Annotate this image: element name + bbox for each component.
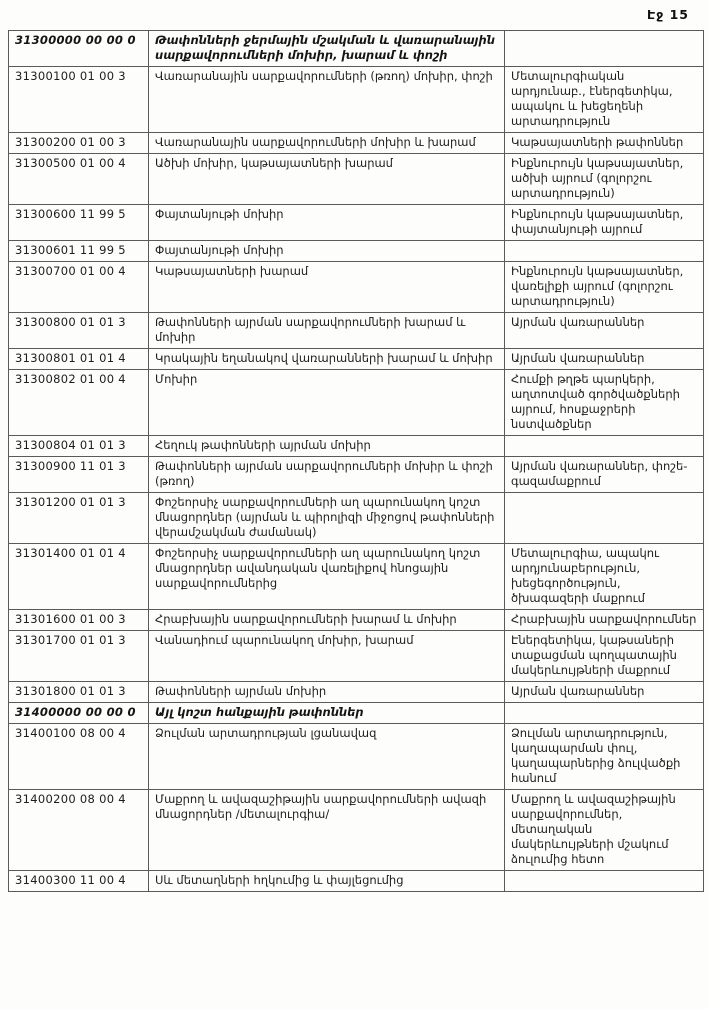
waste-description-cell: Ածխի մոխիր, կաթսայատների խարամ: [149, 154, 505, 205]
waste-source-cell: Այրման վառարաններ: [505, 682, 704, 703]
table-row: [9, 370, 704, 436]
waste-code-cell: 31300200 01 00 3: [9, 133, 149, 154]
table-body: [9, 31, 704, 892]
waste-source-cell: Այրման վառարաններ: [505, 349, 704, 370]
waste-source-cell: Ինքնուրույն կաթսայատներ, փայտանյութի այրում: [505, 205, 704, 241]
table-row: [9, 67, 704, 133]
waste-code-cell: 31300801 01 01 4: [9, 349, 149, 370]
table-row: [9, 457, 704, 493]
table-row: [9, 871, 704, 892]
waste-description-cell: Մոխիր: [149, 370, 505, 436]
waste-description-cell: Թափոնների այրման սարքավորումների մոխիր և փոշի (թռող): [149, 457, 505, 493]
waste-code-cell: 31300601 11 99 5: [9, 241, 149, 262]
waste-description-cell: Ձուլման արտադրության լցանավազ: [149, 724, 505, 790]
waste-description-cell: Կրակային եղանակով վառարանների խարամ և մոխիր: [149, 349, 505, 370]
waste-code-cell: 31300600 11 99 5: [9, 205, 149, 241]
waste-source-cell: Մետալուրգիական արդյունաբ., էներգետիկա, ապակու և խեցեղենի արտադրություն: [505, 67, 704, 133]
waste-code-cell: 31400300 11 00 4: [9, 871, 149, 892]
waste-description-cell: Այլ կոշտ հանքային թափոններ: [149, 703, 505, 724]
table-row: [9, 262, 704, 313]
waste-code-cell: 31400000 00 00 0: [9, 703, 149, 724]
waste-code-cell: 31400200 08 00 4: [9, 790, 149, 871]
waste-source-cell: Ձուլման արտադրություն, կաղապարման փուլ, կաղապարներից ձուլվածքի հանում: [505, 724, 704, 790]
waste-source-cell: Ինքնուրույն կաթսայատներ, վառելիքի այրում (գոլորշու արտադրություն): [505, 262, 704, 313]
waste-source-cell: Հումքի թղթե պարկերի, աղտոտված գործվածքների այրում, հոսքաջրերի նստվածքներ: [505, 370, 704, 436]
table-row: [9, 349, 704, 370]
waste-code-cell: 31301800 01 01 3: [9, 682, 149, 703]
waste-code-cell: 31301600 01 00 3: [9, 610, 149, 631]
table-row: [9, 313, 704, 349]
waste-code-cell: 31300500 01 00 4: [9, 154, 149, 205]
waste-code-cell: 31300800 01 01 3: [9, 313, 149, 349]
table-row: [9, 703, 704, 724]
waste-source-cell: [505, 703, 704, 724]
table-row: [9, 682, 704, 703]
waste-description-cell: Թափոնների այրման մոխիր: [149, 682, 505, 703]
table-row: [9, 31, 704, 67]
table-row: [9, 133, 704, 154]
waste-description-cell: Թափոնների այրման սարքավորումների խարամ և մոխիր: [149, 313, 505, 349]
table-row: [9, 724, 704, 790]
waste-source-cell: [505, 31, 704, 67]
waste-source-cell: Այրման վառարաններ: [505, 313, 704, 349]
table-row: [9, 493, 704, 544]
waste-source-cell: Մաքրող և ավազաշիթային սարքավորումներ, մետաղական մակերևույթների մշակում ձուլումից հետո: [505, 790, 704, 871]
table-row: [9, 154, 704, 205]
waste-description-cell: Մաքրող և ավազաշիթային սարքավորումների ավազի մնացորդներ /մետալուրգիա/: [149, 790, 505, 871]
waste-source-cell: [505, 493, 704, 544]
waste-description-cell: Հեղուկ թափոնների այրման մոխիր: [149, 436, 505, 457]
waste-description-cell: Վառարանային սարքավորումների մոխիր և խարամ: [149, 133, 505, 154]
waste-description-cell: Վանադիում պարունակող մոխիր, խարամ: [149, 631, 505, 682]
waste-description-cell: Փոշեորսիչ սարքավորումների աղ պարունակող կոշտ մնացորդներ ավանդական վառելիքով հնոցային սարքավորումներից: [149, 544, 505, 610]
waste-code-cell: 31300900 11 01 3: [9, 457, 149, 493]
waste-code-cell: 31300700 01 00 4: [9, 262, 149, 313]
table-row: [9, 436, 704, 457]
waste-code-cell: 31301200 01 01 3: [9, 493, 149, 544]
waste-code-cell: 31301700 01 01 3: [9, 631, 149, 682]
waste-source-cell: [505, 871, 704, 892]
waste-description-cell: Հրաբխային սարքավորումների խարամ և մոխիր: [149, 610, 505, 631]
waste-classification-table: [8, 30, 704, 892]
waste-code-cell: 31300100 01 00 3: [9, 67, 149, 133]
waste-source-cell: [505, 241, 704, 262]
waste-description-cell: Թափոնների ջերմային մշակման և վառարանային սարքավորումների մոխիր, խարամ և փոշի: [149, 31, 505, 67]
table-row: [9, 631, 704, 682]
waste-source-cell: Էներգետիկա, կաթսաների տաքացման պողպատային մակերևույթների մաքրում: [505, 631, 704, 682]
waste-source-cell: Կաթսայատների թափոններ: [505, 133, 704, 154]
table-row: [9, 544, 704, 610]
page-number: Էջ 15: [646, 7, 689, 22]
waste-code-cell: 31301400 01 01 4: [9, 544, 149, 610]
waste-source-cell: Հրաբխային սարքավորումներ: [505, 610, 704, 631]
waste-code-cell: 31300804 01 01 3: [9, 436, 149, 457]
waste-description-cell: Փայտանյութի մոխիր: [149, 205, 505, 241]
table-row: [9, 241, 704, 262]
waste-source-cell: Ինքնուրույն կաթսայատներ, ածխի այրում (գոլորշու արտադրություն): [505, 154, 704, 205]
waste-code-cell: 31300802 01 00 4: [9, 370, 149, 436]
waste-description-cell: Փոշեորսիչ սարքավորումների աղ պարունակող կոշտ մնացորդներ (այրման և պիրոլիզի միջոցով թափոնների վերամշակման ժամանակ): [149, 493, 505, 544]
waste-description-cell: Կաթսայատների խարամ: [149, 262, 505, 313]
waste-source-cell: Այրման վառարաններ, փոշե-գազամաքրում: [505, 457, 704, 493]
table-row: [9, 790, 704, 871]
waste-source-cell: Մետալուրգիա, ապակու արդյունաբերություն, խեցեգործություն, ծխագազերի մաքրում: [505, 544, 704, 610]
waste-description-cell: Վառարանային սարքավորումների (թռող) մոխիր, փոշի: [149, 67, 505, 133]
waste-code-cell: 31400100 08 00 4: [9, 724, 149, 790]
waste-source-cell: [505, 436, 704, 457]
waste-description-cell: Փայտանյութի մոխիր: [149, 241, 505, 262]
waste-description-cell: Սև մետաղների հղկումից և փայլեցումից: [149, 871, 505, 892]
table-row: [9, 205, 704, 241]
table-row: [9, 610, 704, 631]
waste-code-cell: 31300000 00 00 0: [9, 31, 149, 67]
